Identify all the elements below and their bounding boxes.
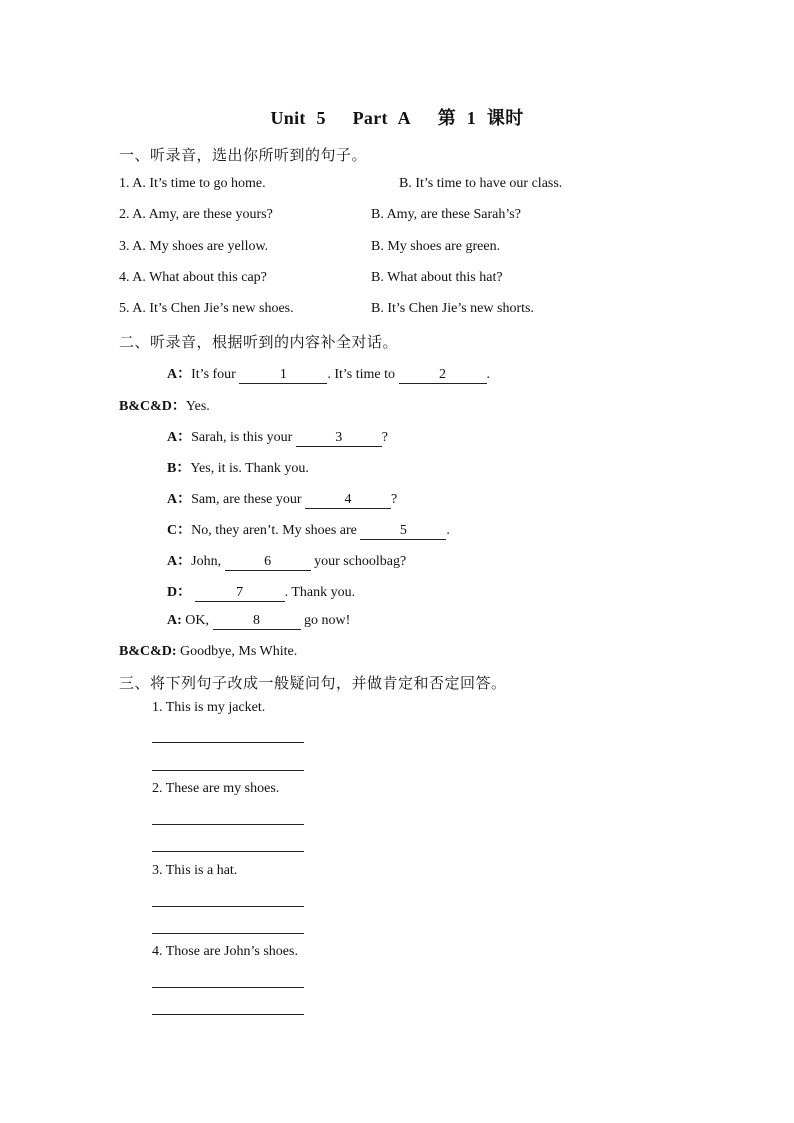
- s1-item4-option-b: B. What about this hat?: [371, 270, 503, 285]
- speaker-label: D：: [167, 585, 192, 600]
- dialogue-line-6: [167, 519, 450, 540]
- dialogue-line-9: [167, 613, 350, 630]
- speaker-label: B：: [167, 461, 191, 476]
- answer-line[interactable]: [152, 824, 304, 825]
- speaker-label: A：: [167, 554, 192, 569]
- s1-item3-option-a: 3. A. My shoes are yellow.: [119, 239, 269, 254]
- speaker-label: A：: [167, 492, 192, 507]
- s1-item2-option-a: 2. A. Amy, are these yours?: [119, 207, 273, 222]
- s3-item-3: 3. This is a hat.: [152, 863, 238, 878]
- dialogue-text: Yes, it is. Thank you.: [190, 461, 309, 476]
- answer-line[interactable]: [152, 770, 304, 771]
- dialogue-text: .: [486, 367, 491, 382]
- s1-item1-option-b: B. It’s time to have our class.: [399, 176, 563, 191]
- answer-line[interactable]: [152, 906, 304, 907]
- dialogue-text: go now!: [300, 613, 351, 628]
- dialogue-text: ?: [391, 492, 398, 507]
- dialogue-text: ?: [381, 430, 388, 445]
- blank-1[interactable]: 1: [239, 367, 327, 384]
- dialogue-text: Yes.: [185, 399, 210, 414]
- dialogue-text: Goodbye, Ms White.: [176, 644, 298, 659]
- dialogue-text: . Thank you.: [284, 585, 356, 600]
- speaker-label: B&C&D:: [119, 644, 177, 659]
- page-title: [0, 104, 794, 130]
- s1-item1-option-a: 1. A. It’s time to go home.: [119, 176, 266, 191]
- blank-7[interactable]: 7: [195, 585, 285, 602]
- dialogue-text: . It’s time to: [327, 367, 399, 382]
- dialogue-text: Sam, are these your: [191, 492, 306, 507]
- dialogue-text: your schoolbag?: [310, 554, 407, 569]
- dialogue-line-2: [119, 395, 210, 415]
- s1-item3-option-b: B. My shoes are green.: [371, 239, 501, 254]
- s1-item2-option-b: B. Amy, are these Sarah’s?: [371, 207, 521, 222]
- section2-heading: 二、听录音，根据听到的内容补全对话。: [119, 335, 399, 351]
- s1-item5-option-a: 5. A. It’s Chen Jie’s new shoes.: [119, 301, 294, 316]
- speaker-label: C：: [167, 523, 192, 538]
- speaker-label: A：: [167, 430, 192, 445]
- dialogue-line-5: [167, 488, 397, 509]
- title-lesson: 第 1 课时: [437, 108, 524, 128]
- answer-line[interactable]: [152, 933, 304, 934]
- section1-heading: 一、听录音，选出你所听到的句子。: [119, 148, 368, 164]
- s1-item4-option-a: 4. A. What about this cap?: [119, 270, 267, 285]
- dialogue-text: .: [446, 523, 450, 538]
- dialogue-text: Sarah, is this your: [191, 430, 296, 445]
- s3-item-4: 4. Those are John’s shoes.: [152, 944, 298, 959]
- dialogue-line-4: [167, 457, 309, 477]
- dialogue-line-3: [167, 426, 388, 447]
- answer-line[interactable]: [152, 851, 304, 852]
- dialogue-line-10: [119, 644, 297, 660]
- answer-line[interactable]: [152, 1014, 304, 1015]
- dialogue-line-7: [167, 550, 406, 571]
- blank-6[interactable]: 6: [225, 554, 311, 571]
- blank-8[interactable]: 8: [213, 613, 301, 630]
- s1-item5-option-b: B. It’s Chen Jie’s new shorts.: [371, 301, 534, 316]
- blank-3[interactable]: 3: [296, 430, 382, 447]
- dialogue-text: It’s four: [191, 367, 240, 382]
- dialogue-text: John,: [191, 554, 225, 569]
- s3-item-2: 2. These are my shoes.: [152, 781, 280, 796]
- blank-2[interactable]: 2: [399, 367, 487, 384]
- dialogue-text: OK,: [181, 613, 213, 628]
- blank-4[interactable]: 4: [305, 492, 391, 509]
- dialogue-line-8: [167, 581, 355, 602]
- speaker-label: A:: [167, 613, 182, 628]
- dialogue-line-1: [167, 363, 490, 384]
- speaker-label: B&C&D：: [119, 399, 186, 414]
- s3-item-1: 1. This is my jacket.: [152, 700, 266, 715]
- title-unit: Unit 5: [270, 108, 326, 128]
- answer-line[interactable]: [152, 987, 304, 988]
- section3-heading: 三、将下列句子改成一般疑问句，并做肯定和否定回答。: [119, 676, 507, 692]
- speaker-label: A：: [167, 367, 192, 382]
- answer-line[interactable]: [152, 742, 304, 743]
- dialogue-text: No, they aren’t. My shoes are: [191, 523, 361, 538]
- blank-5[interactable]: 5: [360, 523, 446, 540]
- title-part: Part A: [352, 108, 411, 128]
